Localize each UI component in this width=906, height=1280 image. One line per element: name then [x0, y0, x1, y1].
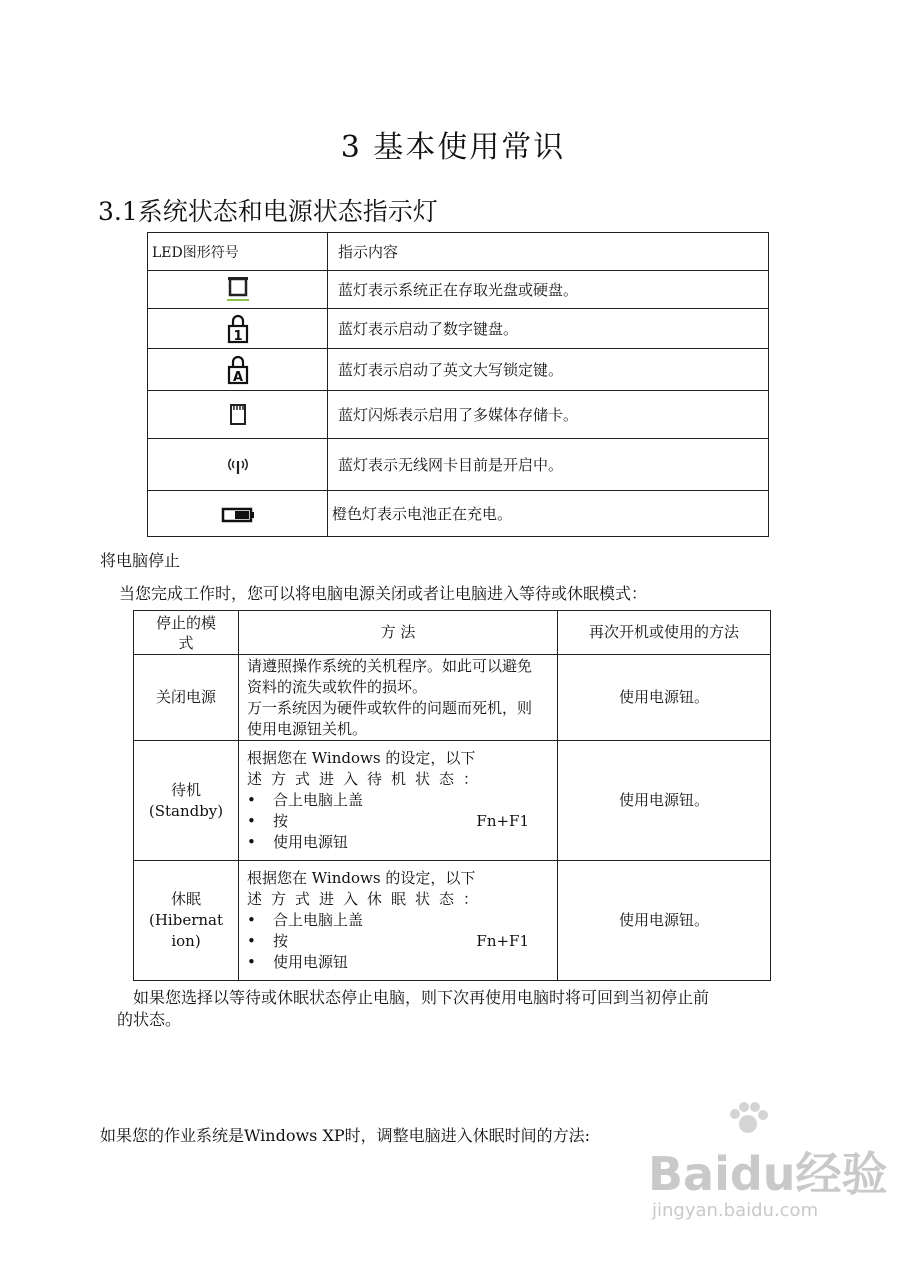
- table-row: [148, 391, 769, 439]
- led-symbol-cell: [148, 349, 328, 391]
- table-row: [148, 271, 769, 309]
- table-row: [148, 309, 769, 349]
- wireless-icon: [226, 453, 250, 477]
- led-indicator-table: [147, 232, 769, 537]
- mode-cell: 待机 (Standby): [134, 741, 239, 861]
- led-desc: 蓝灯表示启动了英文大写锁定键。: [328, 349, 769, 391]
- shutdown-intro: 当您完成工作时，您可以将电脑电源关闭或者让电脑进入等待或休眠模式：: [119, 584, 648, 603]
- watermark-url: jingyan.baidu.com: [652, 1200, 819, 1221]
- table-row: [148, 491, 769, 537]
- baidu-watermark: [648, 1138, 888, 1221]
- header-indicator: 指示内容: [328, 233, 769, 271]
- table-header-row: [148, 233, 769, 271]
- header-method: 方 法: [239, 611, 558, 655]
- led-symbol-cell: [148, 309, 328, 349]
- list-item: • 使用电源钮: [247, 953, 349, 971]
- svg-text:1: 1: [232, 328, 243, 344]
- caps-lock-icon: [226, 355, 250, 385]
- paw-icon: [718, 1098, 778, 1138]
- led-desc: 蓝灯表示启动了数字键盘。: [328, 309, 769, 349]
- restart-cell: 使用电源钮。: [558, 741, 771, 861]
- header-restart: 再次开机或使用的方法: [558, 611, 771, 655]
- list-item: • 合上电脑上盖: [247, 911, 364, 929]
- restart-cell: 使用电源钮。: [558, 861, 771, 981]
- note-line-2: 的状态。: [117, 1010, 182, 1029]
- method-cell: 根据您在 Windows 的设定，以下 述方式进入休眠状态： • 合上电脑上盖 • 按 Fn+F1 • 使用电源钮: [239, 861, 558, 981]
- list-item: • 按 Fn+F1: [247, 812, 529, 830]
- mode-cell: 关闭电源: [134, 655, 239, 741]
- battery-icon: [221, 507, 255, 523]
- drive-access-icon: [225, 275, 251, 305]
- method-cell: 请遵照操作系统的关机程序。如此可以避免资料的流失或软件的损坏。 万一系统因为硬件或软件的问题而死机，则使用电源钮关机。: [239, 655, 558, 741]
- led-desc: 蓝灯表示系统正在存取光盘或硬盘。: [328, 271, 769, 309]
- watermark-logo: Baidu经验: [648, 1147, 888, 1201]
- table-row: [134, 861, 771, 981]
- header-mode: 停止的模式: [134, 611, 239, 655]
- shutdown-heading: 将电脑停止: [100, 551, 181, 570]
- section-title: 3.1系统状态和电源状态指示灯: [98, 197, 438, 226]
- table-row: [148, 349, 769, 391]
- led-symbol-cell: [148, 491, 328, 537]
- table-row: [148, 439, 769, 491]
- list-item: • 按 Fn+F1: [247, 932, 529, 950]
- shutdown-modes-table: [133, 610, 771, 981]
- media-card-icon: [227, 402, 249, 428]
- num-lock-icon: [226, 314, 250, 344]
- list-item: • 使用电源钮: [247, 833, 349, 851]
- led-desc: 蓝灯闪烁表示启用了多媒体存储卡。: [328, 391, 769, 439]
- table-header-row: [134, 611, 771, 655]
- led-desc: 橙色灯表示电池正在充电。: [328, 491, 769, 537]
- header-led-symbol: LED图形符号: [148, 233, 328, 271]
- note-line-1: 如果您选择以等待或休眠状态停止电脑，则下次再使用电脑时将可回到当初停止前: [133, 988, 710, 1007]
- table-row: [134, 741, 771, 861]
- table-row: [134, 655, 771, 741]
- chapter-title: 3 基本使用常识: [340, 130, 566, 165]
- led-symbol-cell: [148, 391, 328, 439]
- mode-cell: 休眠 (Hibernat ion): [134, 861, 239, 981]
- led-symbol-cell: [148, 271, 328, 309]
- led-desc: 蓝灯表示无线网卡目前是开启中。: [328, 439, 769, 491]
- xp-heading: 如果您的作业系统是Windows XP时，调整电脑进入休眠时间的方法:: [100, 1126, 591, 1145]
- list-item: • 合上电脑上盖: [247, 791, 364, 809]
- restart-cell: 使用电源钮。: [558, 655, 771, 741]
- led-symbol-cell: [148, 439, 328, 491]
- svg-text:A: A: [232, 369, 243, 385]
- method-cell: 根据您在 Windows 的设定，以下 述方式进入待机状态： • 合上电脑上盖 • 按 Fn+F1 • 使用电源钮: [239, 741, 558, 861]
